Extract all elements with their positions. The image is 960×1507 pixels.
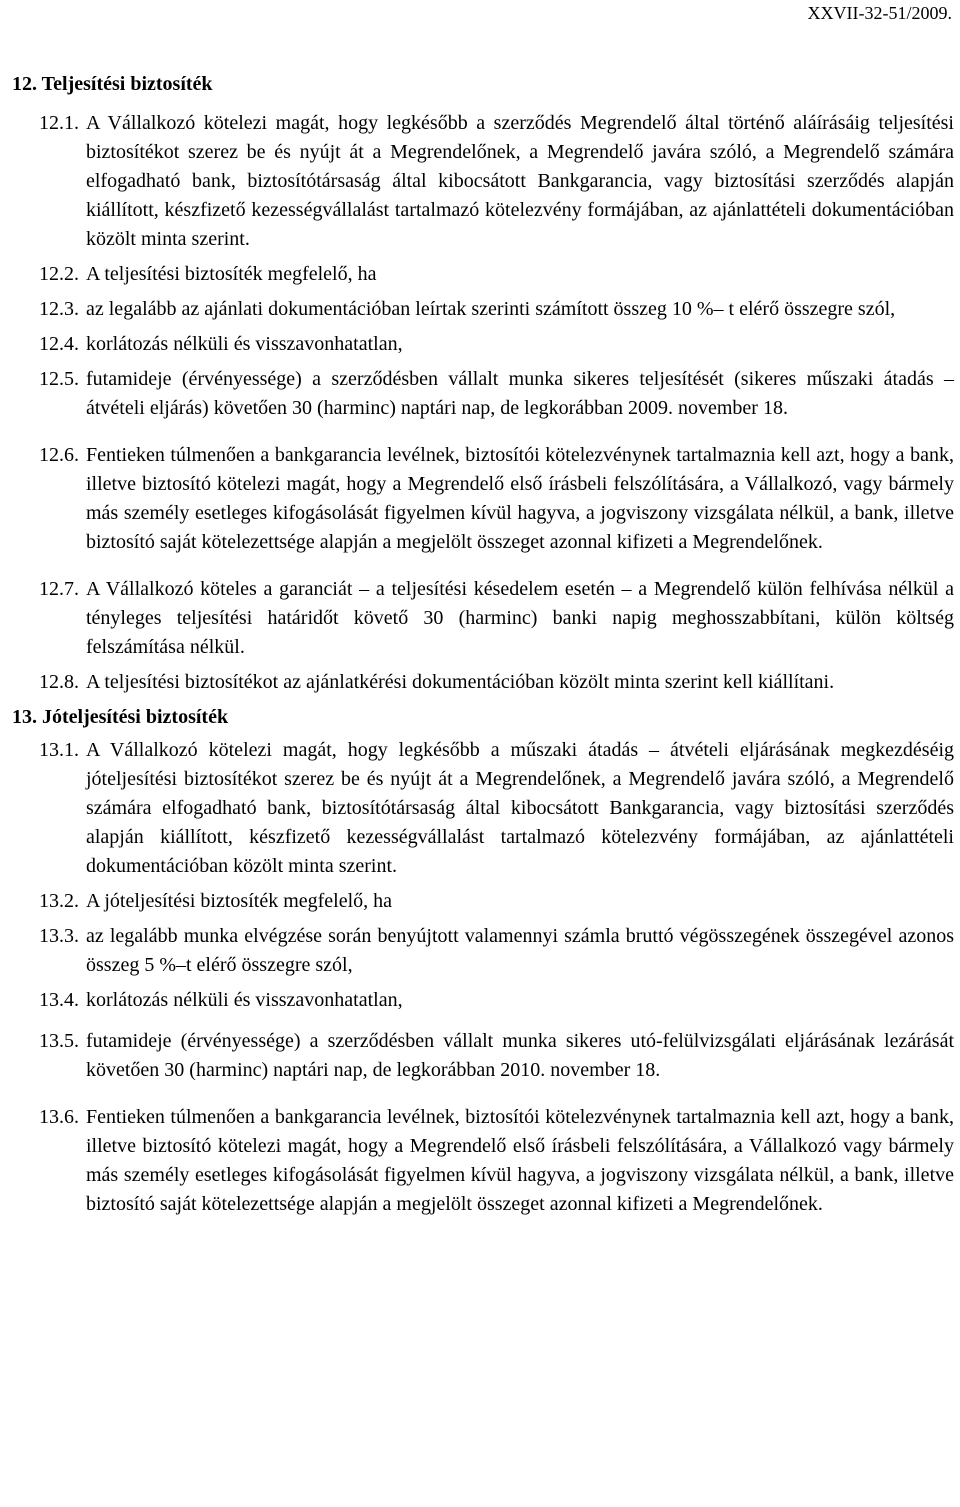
clause-number: 12.7. bbox=[39, 578, 79, 600]
clause-number: 12.2. bbox=[39, 263, 79, 285]
clause-number: 13.3. bbox=[39, 925, 79, 947]
clause-number: 12.8. bbox=[39, 671, 79, 693]
clause-number: 13.5. bbox=[39, 1030, 79, 1052]
clause-12-3 bbox=[12, 295, 954, 324]
clause-13-6 bbox=[12, 1103, 954, 1219]
clause-text: az legalább az ajánlati dokumentációban leírtak szerinti számított összeg 10 %– t elérő összegre szól, bbox=[86, 298, 896, 320]
clause-12-4 bbox=[12, 330, 954, 359]
clause-text: A teljesítési biztosítékot az ajánlatkérési dokumentációban közölt minta szerint kell kiállítani. bbox=[86, 671, 835, 693]
clause-13-5 bbox=[12, 1027, 954, 1085]
section-13-heading: 13. Jóteljesítési biztosíték bbox=[12, 706, 229, 728]
clause-number: 12.1. bbox=[39, 112, 79, 134]
clause-12-1 bbox=[12, 109, 954, 254]
clause-number: 13.6. bbox=[39, 1106, 79, 1128]
clause-number: 13.2. bbox=[39, 890, 79, 912]
clause-13-1 bbox=[12, 736, 954, 881]
clause-number: 13.1. bbox=[39, 739, 79, 761]
clause-number: 12.6. bbox=[39, 444, 79, 466]
clause-12-6 bbox=[12, 441, 954, 557]
clause-text: korlátozás nélküli és visszavonhatatlan, bbox=[86, 333, 403, 355]
clause-text: korlátozás nélküli és visszavonhatatlan, bbox=[86, 989, 403, 1011]
clause-text: az legalább munka elvégzése során benyújtott valamennyi számla bruttó végösszegének összegével azonos összeg 5 %–t elérő összegre szól, bbox=[86, 925, 954, 976]
clause-text: A jóteljesítési biztosíték megfelelő, ha bbox=[86, 890, 393, 912]
clause-number: 12.3. bbox=[39, 298, 79, 320]
clause-13-3 bbox=[12, 922, 954, 980]
clause-12-2 bbox=[12, 260, 954, 289]
clause-text: futamideje (érvényessége) a szerződésben vállalt munka sikeres utó-felülvizsgálati eljárásának lezárását követően 30 (harminc) naptári nap, de legkorábban 2010. november 18. bbox=[86, 1030, 954, 1081]
document-body bbox=[12, 70, 954, 1219]
clause-12-7 bbox=[12, 575, 954, 662]
clause-12-5 bbox=[12, 365, 954, 423]
section-12-heading: 12. Teljesítési biztosíték bbox=[12, 73, 213, 95]
clause-number: 12.4. bbox=[39, 333, 79, 355]
clause-13-4 bbox=[12, 986, 954, 1015]
clause-12-8 bbox=[12, 668, 954, 697]
clause-13-2 bbox=[12, 887, 954, 916]
document-reference-number: XXVII-32-51/2009. bbox=[807, 3, 952, 23]
clause-text: A Vállalkozó kötelezi magát, hogy legkésőbb a műszaki átadás – átvételi eljárásának megkezdéséig jóteljesítési biztosítékot szerez be és nyújt át a Megrendelőnek, a Megrendelő javára szóló, a Megrendelő számára elfogadható bank, biztosítótársaság által kibocsátott Bankgarancia, vagy biztosítási szerződés alapján kiállított, készfizető kezességvállalást tartalmazó kötelezvény formájában, az ajánlattételi dokumentációban közölt minta szerint. bbox=[86, 739, 954, 877]
clause-text: A Vállalkozó köteles a garanciát – a teljesítési késedelem esetén – a Megrendelő külön felhívása nélkül a tényleges teljesítési határidőt követő 30 (harminc) banki napig meghosszabbítani, külön költség felszámítása nélkül. bbox=[86, 578, 954, 658]
clause-text: futamideje (érvényessége) a szerződésben vállalt munka sikeres teljesítését (sikeres műszaki átadás – átvételi eljárás) követően 30 (harminc) naptári nap, de legkorábban 2009. november 18. bbox=[86, 368, 954, 419]
clause-number: 13.4. bbox=[39, 989, 79, 1011]
clause-number: 12.5. bbox=[39, 368, 79, 390]
clause-text: A Vállalkozó kötelezi magát, hogy legkésőbb a szerződés Megrendelő által történő aláírásáig teljesítési biztosítékot szerez be és nyújt át a Megrendelőnek, a Megrendelő javára szóló, a Megrendelő számára elfogadható bank, biztosítótársaság által kibocsátott Bankgarancia, vagy biztosítási szerződés alapján kiállított, készfizető kezességvállalást tartalmazó kötelezvény formájában, az ajánlattételi dokumentációban közölt minta szerint. bbox=[86, 112, 954, 250]
clause-text: A teljesítési biztosíték megfelelő, ha bbox=[86, 263, 377, 285]
clause-text: Fentieken túlmenően a bankgarancia levélnek, biztosítói kötelezvénynek tartalmaznia kell azt, hogy a bank, illetve biztosító kötelezi magát, hogy a Megrendelő első írásbeli felszólítására, a Vállalkozó vagy bármely más személy esetleges kifogásolását figyelmen kívül hagyva, a jogviszony vizsgálata nélkül, a bank, illetve biztosító saját kötelezettsége alapján a megjelölt összeget azonnal kifizeti a Megrendelőnek. bbox=[86, 1106, 954, 1215]
clause-text: Fentieken túlmenően a bankgarancia levélnek, biztosítói kötelezvénynek tartalmaznia kell azt, hogy a bank, illetve biztosító kötelezi magát, hogy a Megrendelő első írásbeli felszólítására, a Vállalkozó, vagy bármely más személy esetleges kifogásolását figyelmen kívül hagyva, a jogviszony vizsgálata nélkül, a bank, illetve biztosító saját kötelezettsége alapján a megjelölt összeget azonnal kifizeti a Megrendelőnek. bbox=[86, 444, 954, 553]
